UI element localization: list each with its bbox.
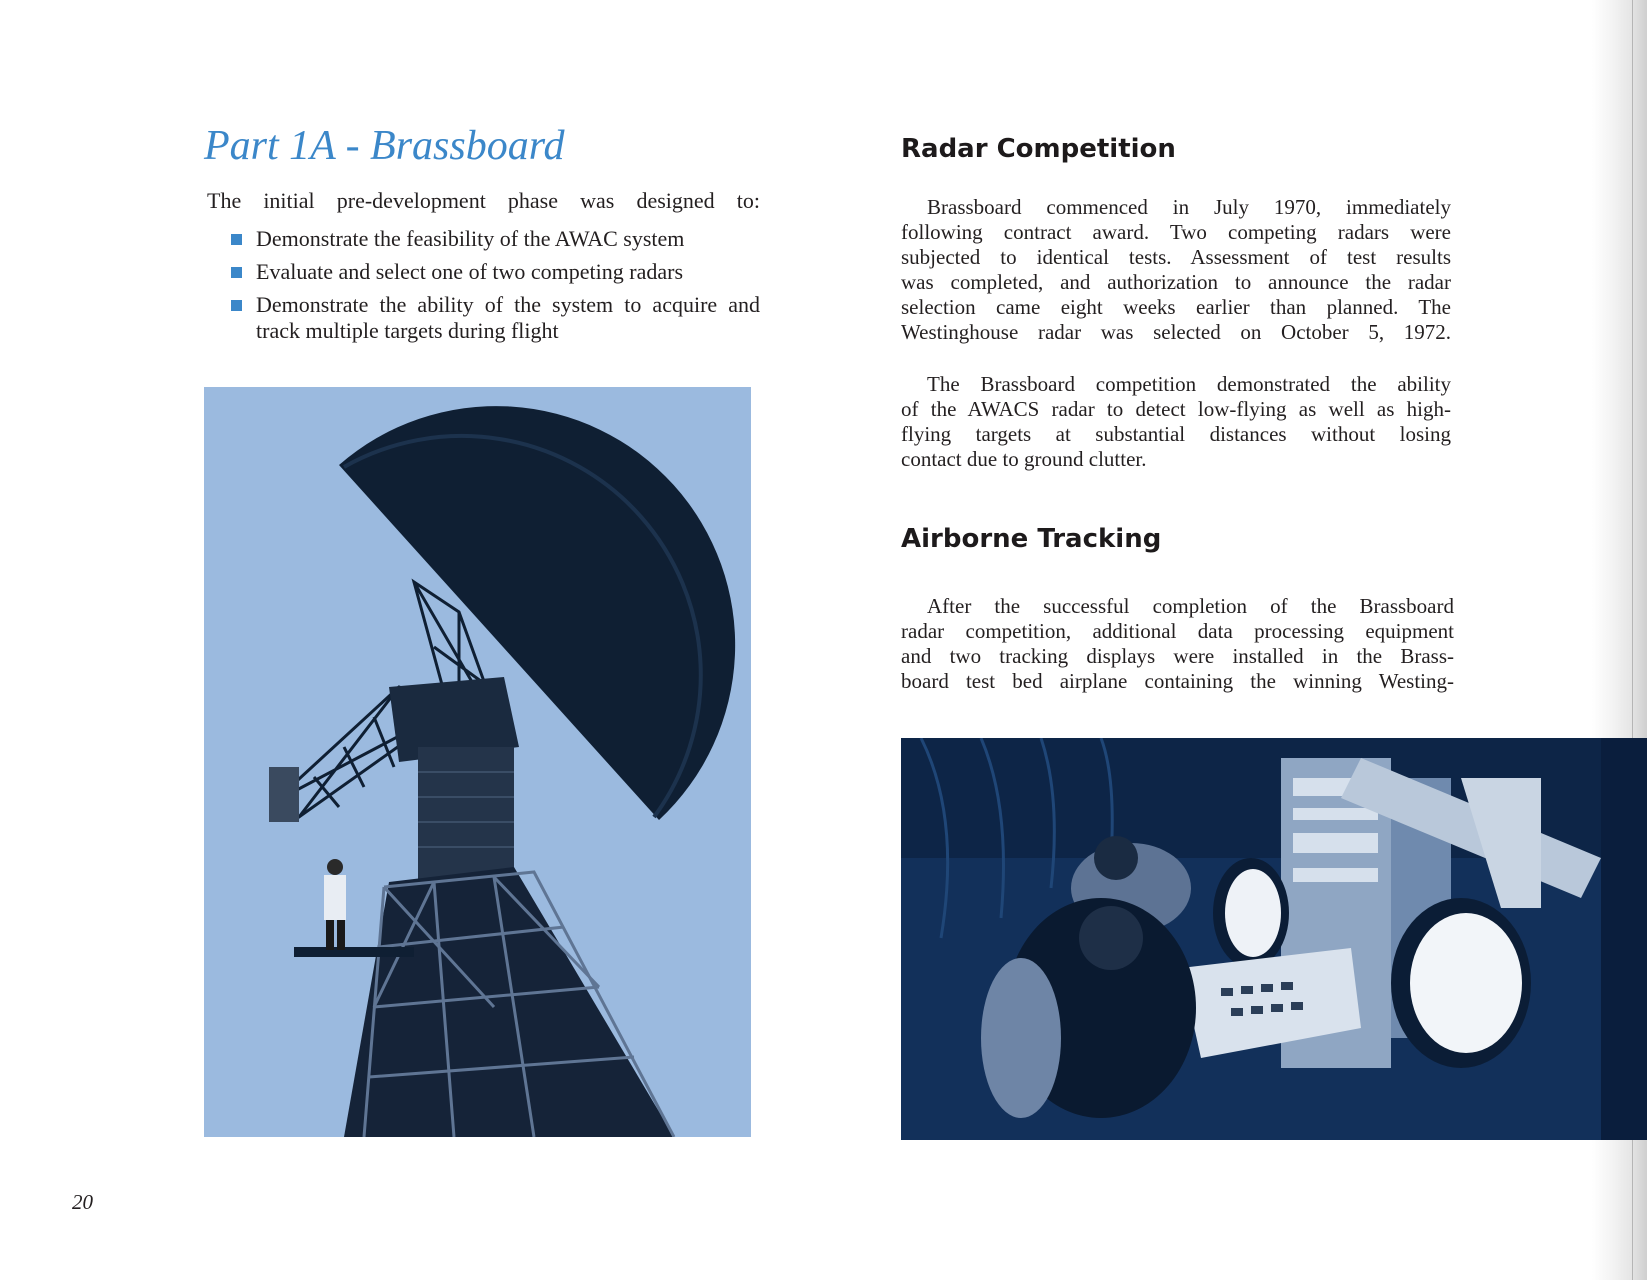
section-title: Part 1A - Brassboard [204, 123, 565, 169]
text-line: and two tracking displays were installed in the Brass- [901, 644, 1454, 668]
page-number: 20 [72, 1190, 93, 1214]
text-line: was completed, and authorization to announce the radar [901, 270, 1451, 294]
text-line: following contract award. Two competing radars were [901, 220, 1451, 244]
radar-competition-heading: Radar Competition [901, 134, 1176, 164]
text-line: After the successful completion of the Brassboard [927, 594, 1454, 618]
text-line: selection came eight weeks earlier than planned. The [901, 295, 1451, 319]
text-line: Brassboard commenced in July 1970, immediately [927, 195, 1451, 219]
list-item-text: Demonstrate the ability of the system to acquire and track multiple targets during flight [256, 292, 760, 343]
radar-paragraph-2 [901, 372, 1451, 472]
text-line: subjected to identical tests. Assessment of test results [901, 245, 1451, 269]
square-bullet-icon [231, 267, 242, 278]
list-item [230, 226, 760, 252]
text-line: contact due to ground clutter. [901, 447, 1147, 471]
text-line: radar competition, additional data processing equipment [901, 619, 1454, 643]
list-item-text: Demonstrate the feasibility of the AWAC system [256, 226, 685, 251]
airborne-tracking-heading: Airborne Tracking [901, 524, 1162, 554]
square-bullet-icon [231, 234, 242, 245]
radar-paragraph-1 [901, 195, 1451, 345]
text-line: Westinghouse radar was selected on October 5, 1972. [901, 320, 1451, 344]
tracking-consoles-photo [901, 738, 1647, 1140]
objectives-list [230, 226, 760, 351]
list-item [230, 292, 760, 344]
list-item [230, 259, 760, 285]
intro-text: The initial pre-development phase was designed to: [207, 188, 760, 213]
text-line: of the AWACS radar to detect low-flying as well as high- [901, 397, 1451, 421]
text-line: The Brassboard competition demonstrated the ability [927, 372, 1451, 396]
airborne-paragraph [901, 594, 1454, 694]
square-bullet-icon [231, 300, 242, 311]
text-line: flying targets at substantial distances without losing [901, 422, 1451, 446]
list-item-text: Evaluate and select one of two competing radars [256, 259, 684, 284]
text-line: board test bed airplane containing the winning Westing- [901, 669, 1454, 693]
radar-antenna-photo [204, 387, 751, 1137]
